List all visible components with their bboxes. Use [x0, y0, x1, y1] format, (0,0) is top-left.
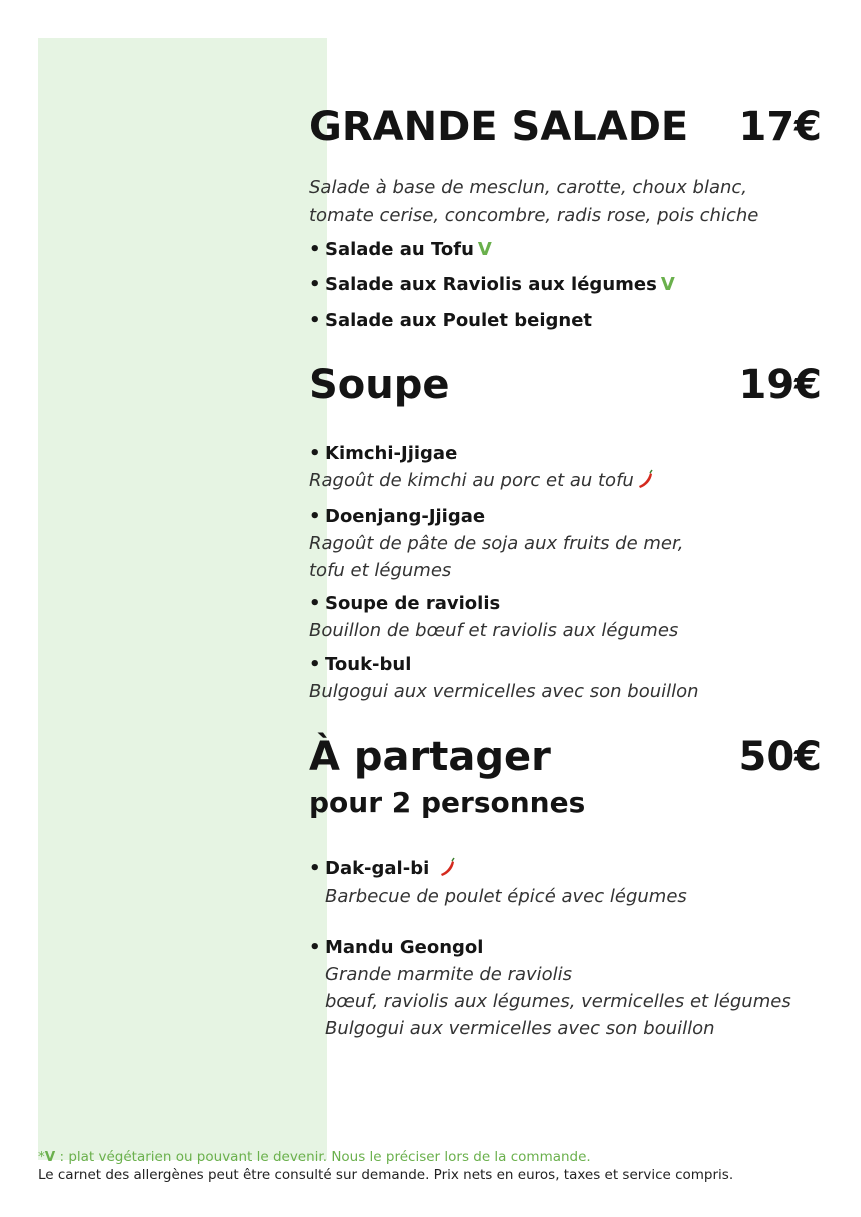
footer — [38, 1148, 733, 1184]
item-name: Salade au Tofu — [325, 239, 474, 260]
menu-item: • Salade aux Poulet beignet — [309, 310, 593, 331]
allergen-price-note: Le carnet des allergènes peut être consulté sur demande. Prix nets en euros, taxes et service compris. — [38, 1167, 734, 1183]
vegetarian-mark: V — [660, 274, 675, 295]
menu-item: • Mandu Geongol — [309, 937, 484, 958]
item-description: Barbecue de poulet épicé avec légumes — [325, 886, 687, 907]
section-header-salade — [309, 104, 822, 150]
section-price: 50€ — [738, 734, 822, 780]
menu-item: • Dak-gal-bi — [309, 856, 456, 882]
section-price: 19€ — [738, 362, 822, 408]
item-description: Bouillon de bœuf et raviolis aux légumes — [309, 620, 679, 641]
section-price: 17€ — [738, 104, 822, 150]
section-title: Soupe — [309, 362, 450, 408]
item-description: Grande marmite de raviolis bœuf, raviolis aux légumes, vermicelles et légumes Bulgogui aux vermicelles avec son bouillon — [325, 964, 791, 1039]
menu-item: • Salade au Tofu V — [309, 239, 492, 260]
item-name: Soupe de raviolis — [325, 593, 501, 614]
vegetarian-legend: *V : plat végétarien ou pouvant le devenir. Nous le préciser lors de la commande. — [38, 1149, 591, 1165]
menu-item: • Kimchi-Jjigae — [309, 443, 458, 464]
menu-item: • Doenjang-Jjigae — [309, 506, 486, 527]
item-name: Dak-gal-bi — [325, 858, 430, 879]
menu-item: • Salade aux Raviolis aux légumes V — [309, 274, 675, 295]
item-name: Salade aux Poulet beignet — [325, 310, 593, 331]
item-name: Kimchi-Jjigae — [325, 443, 458, 464]
section-title: À partager — [309, 734, 551, 780]
item-name: Doenjang-Jjigae — [325, 506, 486, 527]
item-name: Salade aux Raviolis aux légumes — [325, 274, 657, 295]
item-description: Ragoût de pâte de soja aux fruits de mer, tofu et légumes — [309, 533, 684, 581]
section-subtitle: pour 2 personnes — [309, 786, 586, 819]
section-header-soupe — [309, 362, 822, 408]
chili-pepper-icon — [438, 857, 456, 877]
menu-item: • Soupe de raviolis — [309, 593, 501, 614]
vegetarian-mark: V — [477, 239, 492, 260]
item-name: Mandu Geongol — [325, 937, 484, 958]
intro-line: tomate cerise, concombre, radis rose, pois chiche — [309, 205, 759, 226]
chili-pepper-icon — [636, 469, 654, 489]
green-background-band — [38, 38, 327, 1160]
item-name: Touk-bul — [325, 654, 412, 675]
item-description: Bulgogui aux vermicelles avec son bouillon — [309, 681, 699, 702]
section-header-partager — [309, 734, 822, 780]
menu-item: • Touk-bul — [309, 654, 412, 675]
section-title: GRANDE SALADE — [309, 104, 689, 150]
intro-line: Salade à base de mesclun, carotte, choux blanc, — [309, 177, 748, 198]
item-description: Ragoût de kimchi au porc et au tofu — [309, 467, 654, 494]
section-intro — [309, 174, 829, 230]
